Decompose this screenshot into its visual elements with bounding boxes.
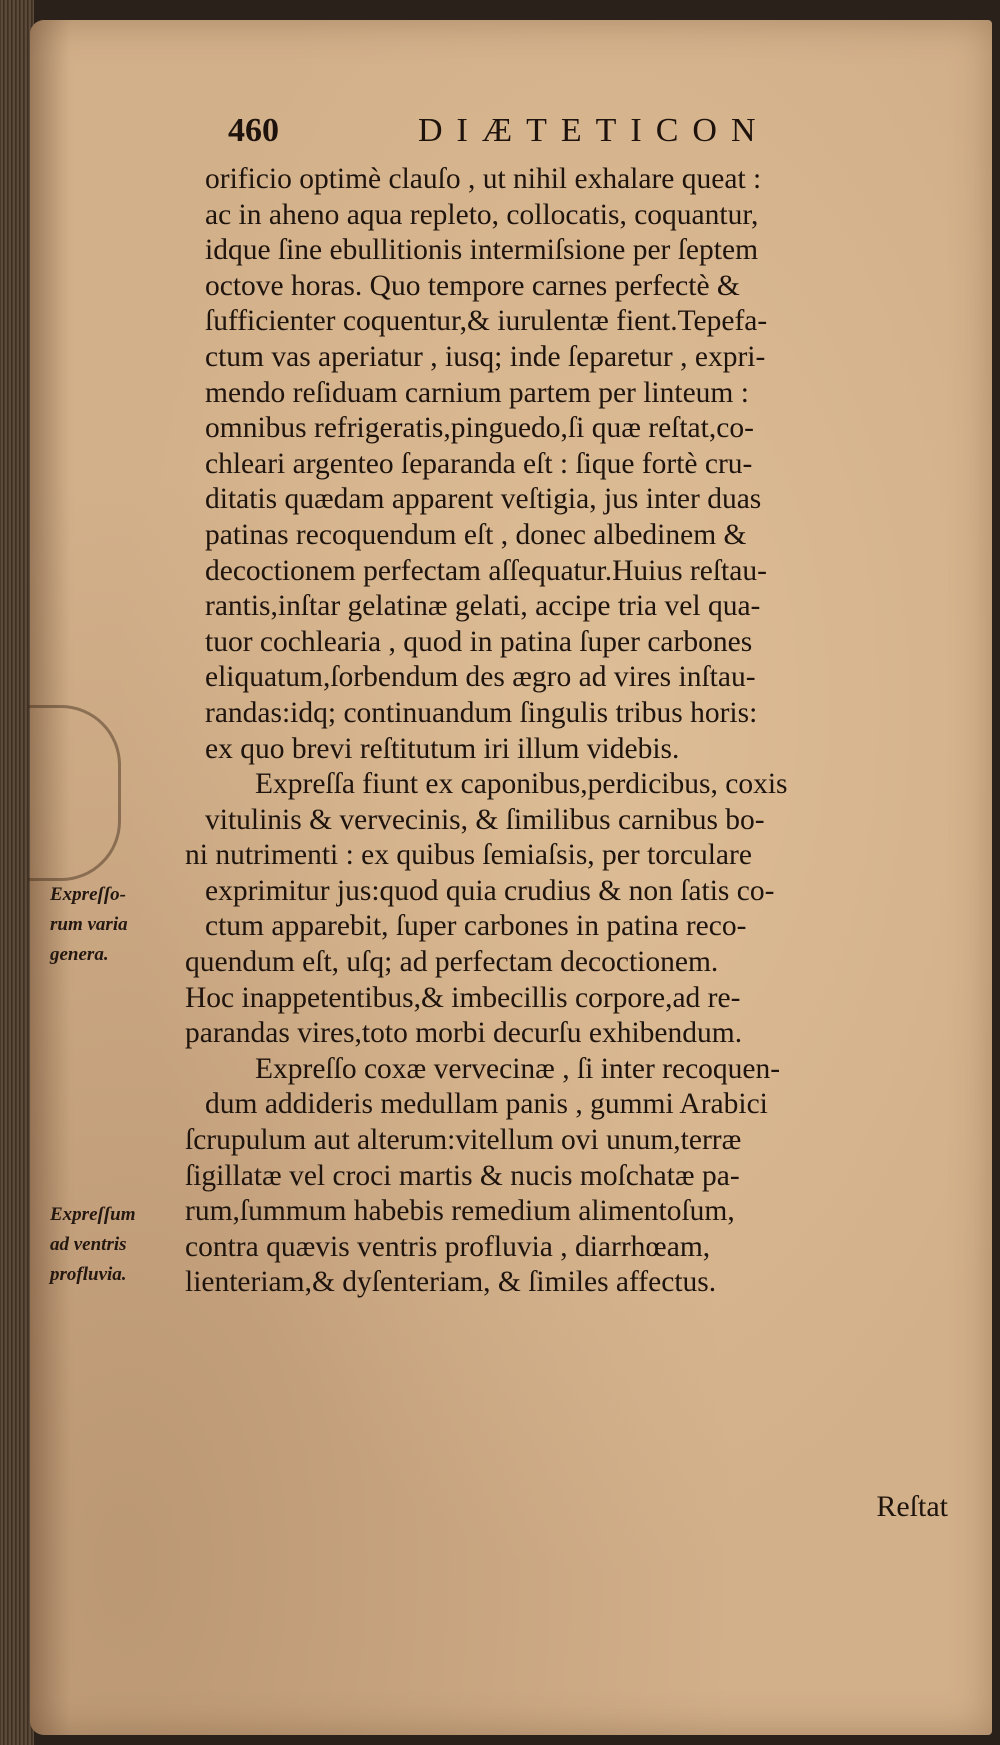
text-line: tuor cochlearia , quod in patina ſuper carbones: [205, 625, 753, 658]
text-line: quendum eſt, uſq; ad perfectam decoctionem.: [185, 946, 719, 979]
text-line: Hoc inappetentibus,& imbecillis corpore,ad re-: [185, 981, 741, 1014]
text-line: orificio optimè clauſo , ut nihil exhalare queat :: [205, 163, 762, 195]
text-line: vitulinis & vervecinis, & ſimilibus carnibus bo-: [205, 803, 765, 836]
text-line: ctum apparebit, ſuper carbones in patina reco-: [205, 910, 747, 943]
text-line: contra quævis ventris profluvia , diarrhœam,: [185, 1230, 711, 1263]
marginal-note-line: profluvia.: [50, 1264, 127, 1285]
text-line: rantis,inſtar gelatinæ gelati, accipe tria vel qua-: [205, 590, 761, 623]
marginal-note-expressum: [50, 1200, 200, 1290]
text-line: rum,ſummum habebis remedium alimentoſum,: [185, 1195, 735, 1228]
text-line: ſcrupulum aut alterum:vitellum ovi unum,terræ: [185, 1124, 742, 1157]
paragraph-start-line: Expreſſa fiunt ex caponibus,perdicibus, coxis: [255, 768, 788, 801]
text-line: patinas recoquendum eſt , donec albedinem &: [205, 518, 747, 551]
text-line: dum addideris medullam panis , gummi Arabici: [205, 1088, 768, 1121]
text-line: omnibus refrigeratis,pinguedo,ſi quæ reſtat,co-: [205, 412, 754, 445]
text-line: decoctionem perfectam aſſequatur.Huius reſtau-: [205, 554, 767, 587]
text-line: lienteriam,& dyſenteriam, & ſimiles affectus.: [185, 1266, 717, 1299]
marginal-note-line: Expreſſum: [50, 1204, 136, 1225]
text-line: ctum vas aperiatur , iusq; inde ſeparetur , expri-: [205, 340, 766, 373]
text-line: eliquatum,ſorbendum des ægro ad vires inſtau-: [205, 661, 756, 694]
text-line: ac in aheno aqua repleto, collocatis, coquantur,: [205, 198, 759, 231]
marginal-note-line: Expreſſo-: [50, 884, 126, 905]
page-clip-shadow: [28, 705, 121, 881]
text-line: ſufficienter coquentur,& iurulentæ fient.Tepefa-: [205, 305, 768, 338]
text-line: ex quo brevi reſtitutum iri illum videbis.: [205, 732, 680, 765]
marginal-note-expressorum: [50, 880, 200, 970]
text-line: octove horas. Quo tempore carnes perfectè &: [205, 269, 740, 302]
text-line: mendo reſiduam carnium partem per linteum :: [205, 376, 749, 409]
body-text: [185, 162, 975, 1301]
page-number: 460: [228, 112, 279, 149]
marginal-note-line: ad ventris: [50, 1234, 127, 1255]
running-title: DIÆTETICON: [418, 112, 770, 149]
text-line: ni nutrimenti : ex quibus ſemiaſsis, per torculare: [185, 839, 752, 872]
marginal-note-line: rum varia: [50, 914, 128, 935]
text-line: ditatis quædam apparent veſtigia, jus inter duas: [205, 483, 762, 516]
paragraph-start-line: Expreſſo coxæ vervecinæ , ſi inter recoquen-: [255, 1052, 781, 1085]
text-line: exprimitur jus:quod quia crudius & non ſatis co-: [205, 874, 775, 907]
text-line: parandas vires,toto morbi decurſu exhibendum.: [185, 1017, 743, 1050]
catchword: Reſtat: [876, 1490, 948, 1523]
text-line: idque ſine ebullitionis intermiſsione per ſeptem: [205, 234, 759, 267]
text-line: chleari argenteo ſeparanda eſt : ſique fortè cru-: [205, 447, 753, 480]
text-line: ſigillatæ vel croci martis & nucis moſchatæ pa-: [185, 1159, 740, 1192]
marginal-note-line: genera.: [50, 944, 109, 965]
page-header: [222, 112, 822, 152]
text-line: randas:idq; continuandum ſingulis tribus horis:: [205, 696, 758, 729]
